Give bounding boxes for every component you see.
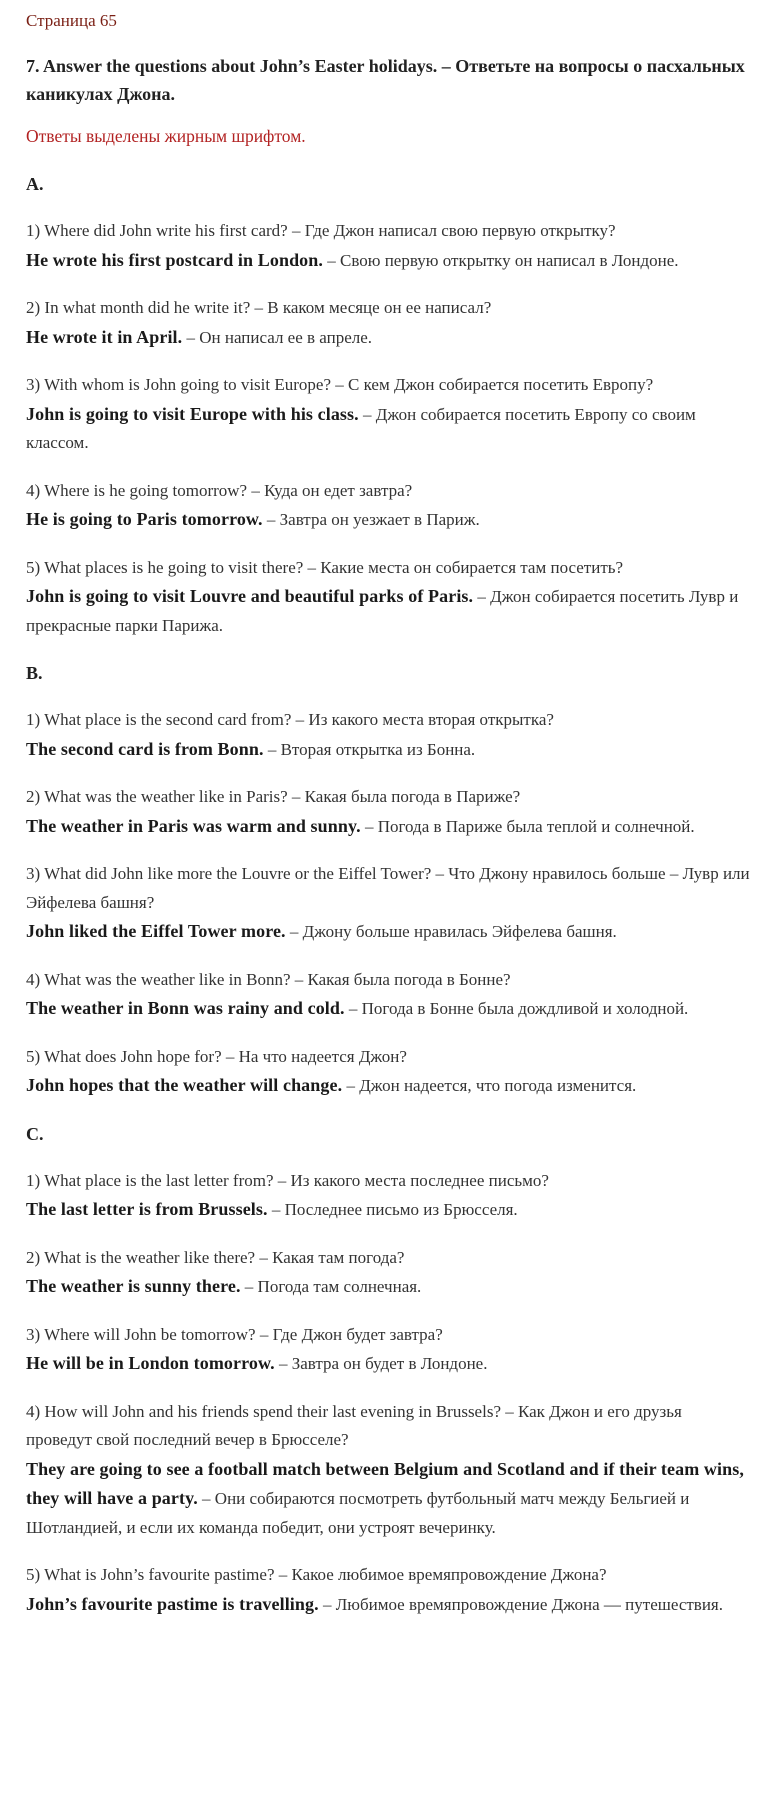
section-label: B. — [26, 663, 43, 683]
answer — [26, 1349, 751, 1379]
answer-bold: He will be in London tomorrow. — [26, 1353, 275, 1373]
answer — [26, 1455, 751, 1543]
section-label: C. — [26, 1123, 44, 1144]
answer-translation: – Завтра он будет в Лондоне. — [274, 1354, 488, 1373]
answer-bold: He is going to Paris tomorrow. — [26, 509, 263, 529]
qa-item — [26, 1321, 751, 1379]
answers-note: Ответы выделены жирным шрифтом. — [26, 126, 306, 146]
qa-item — [26, 1398, 751, 1543]
qa-item — [26, 554, 751, 641]
answer-bold: The weather is sunny there. — [26, 1276, 241, 1296]
section-a — [26, 170, 751, 640]
answer-bold: The weather in Bonn was rainy and cold. — [26, 998, 345, 1018]
question: 2) What was the weather like in Paris? – Какая была погода в Париже? — [26, 787, 521, 806]
answer — [26, 1195, 751, 1225]
question: 1) Where did John write his first card? – Где Джон написал свою первую открытку? — [26, 221, 616, 240]
answer-bold: John is going to visit Louvre and beautiful parks of Paris. — [26, 586, 474, 606]
question: 2) What is the weather like there? – Какая там погода? — [26, 1247, 405, 1267]
answer-translation: – Джон собирается посетить Лувр и прекрасные парки Парижа. — [26, 587, 739, 635]
qa-item — [26, 966, 751, 1024]
answer — [26, 917, 751, 947]
qa-item — [26, 477, 751, 535]
answer — [26, 1272, 751, 1302]
answer-translation: – Погода там солнечная. — [240, 1277, 422, 1296]
question: 3) What did John like more the Louvre or the Eiffel Tower? – Что Джону нравилось больше – Лувр или Эйфелева башня? — [26, 864, 750, 912]
answer-bold: He wrote his first postcard in London. — [26, 249, 323, 270]
question: 4) How will John and his friends spend their last evening in Brussels? – Как Джон и его друзья проведут свой последний вечер в Брюсселе? — [26, 1401, 682, 1449]
answer-translation: – Свою первую открытку он написал в Лондоне. — [323, 250, 679, 270]
question: 5) What does John hope for? – На что надеется Джон? — [26, 1046, 407, 1066]
page-label: Страница 65 — [26, 11, 117, 30]
answer — [26, 1590, 751, 1620]
answer-translation: – Он написал ее в апреле. — [182, 327, 373, 347]
question: 5) What is John’s favourite pastime? – Какое любимое времяпровождение Джона? — [26, 1565, 607, 1584]
qa-item — [26, 1043, 751, 1101]
answer-bold: The second card is from Bonn. — [26, 738, 264, 759]
answer — [26, 812, 751, 842]
qa-item — [26, 294, 751, 352]
answer — [26, 582, 751, 640]
answer — [26, 994, 751, 1024]
answer-bold: The weather in Paris was warm and sunny. — [26, 815, 361, 836]
section-c — [26, 1120, 751, 1620]
question: 3) With whom is John going to visit Europe? – С кем Джон собирается посетить Европу? — [26, 375, 654, 394]
answer-bold: He wrote it in April. — [26, 326, 183, 347]
answer-translation: – Вторая открытка из Бонна. — [263, 739, 476, 759]
answer-translation: – Погода в Париже была теплой и солнечной. — [360, 816, 695, 836]
qa-item — [26, 371, 751, 458]
qa-item — [26, 1561, 751, 1619]
answer — [26, 505, 751, 535]
task-title: 7. Answer the questions about John’s Easter holidays. – Ответьте на вопросы о пасхальных каникулах Джона. — [26, 56, 745, 104]
answer-translation: – Джон собирается посетить Европу со своим классом. — [26, 404, 696, 452]
answer-translation: – Последнее письмо из Брюсселя. — [267, 1200, 518, 1219]
question: 4) Where is he going tomorrow? – Куда он едет завтра? — [26, 480, 413, 500]
question: 3) Where will John be tomorrow? – Где Джон будет завтра? — [26, 1324, 443, 1344]
answer-bold: They are going to see a football match between Belgium and Scotland and if their team wins, they will have a party. — [26, 1458, 744, 1508]
answer-translation: – Джону больше нравилась Эйфелева башня. — [285, 922, 617, 941]
answer-translation: – Джон надеется, что погода изменится. — [342, 1076, 637, 1095]
answer — [26, 1071, 751, 1101]
section-b — [26, 659, 751, 1101]
answer-bold: John liked the Eiffel Tower more. — [26, 921, 286, 941]
answer-bold: John hopes that the weather will change. — [26, 1075, 343, 1095]
qa-item — [26, 783, 751, 841]
answer — [26, 735, 751, 765]
answer — [26, 246, 751, 276]
question: 1) What place is the second card from? – Из какого места вторая открытка? — [26, 710, 554, 729]
answer — [26, 400, 751, 458]
qa-item — [26, 706, 751, 764]
qa-item — [26, 217, 751, 275]
question: 2) In what month did he write it? – В каком месяце он ее написал? — [26, 298, 492, 317]
answer-translation: – Любимое времяпровождение Джона — путешествия. — [318, 1594, 723, 1614]
qa-item — [26, 1244, 751, 1302]
section-label: A. — [26, 174, 44, 194]
answer — [26, 323, 751, 353]
question: 5) What places is he going to visit there? – Какие места он собирается там посетить? — [26, 557, 624, 577]
answer-bold: John is going to visit Europe with his class. — [26, 403, 359, 424]
qa-item — [26, 1167, 751, 1225]
answer-translation: – Они собираются посмотреть футбольный матч между Бельгией и Шотландией, и если их команда победит, они устроят вечеринку. — [26, 1489, 690, 1537]
qa-item — [26, 860, 751, 947]
question: 4) What was the weather like in Bonn? – Какая была погода в Бонне? — [26, 969, 511, 989]
answer-bold: The last letter is from Brussels. — [26, 1199, 268, 1219]
answer-translation: – Погода в Бонне была дождливой и холодной. — [344, 999, 689, 1018]
question: 1) What place is the last letter from? – Из какого места последнее письмо? — [26, 1170, 549, 1190]
answer-translation: – Завтра он уезжает в Париж. — [262, 510, 480, 529]
answer-bold: John’s favourite pastime is travelling. — [26, 1593, 319, 1614]
